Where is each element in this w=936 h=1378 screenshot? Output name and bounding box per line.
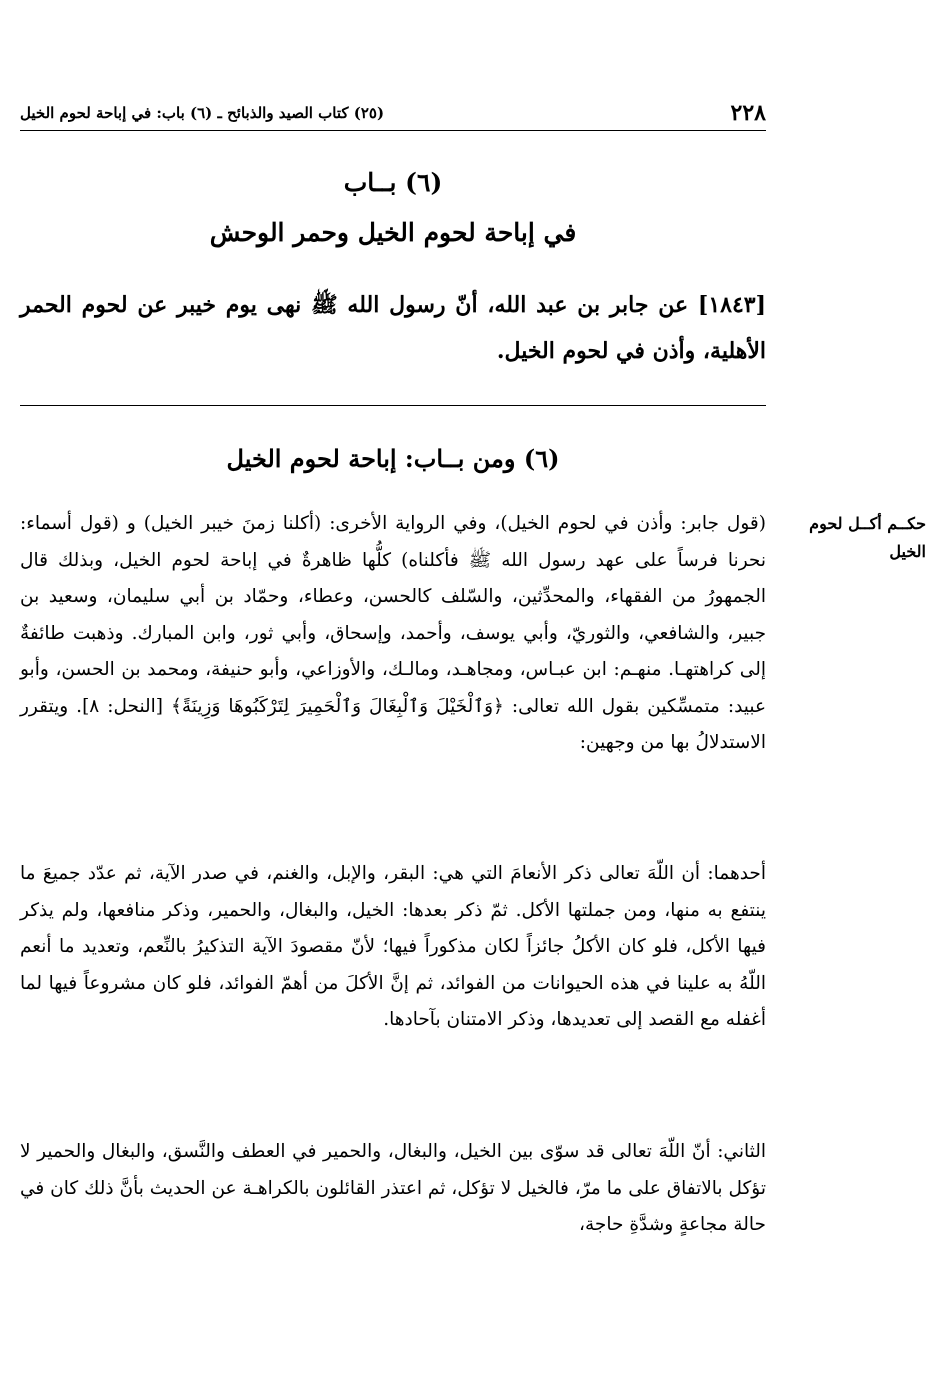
commentary-heading: (٦) ومن بــاب: إباحة لحوم الخيل [226,444,560,473]
running-title: (٢٥) كتاب الصيد والذبائح ـ (٦) باب: في إباحة لحوم الخيل [20,104,385,122]
commentary-paragraph: أحدهما: أن اللّهَ تعالى ذكر الأنعامَ التي هي: البقر، والإبل، والغنم، في صدر الآية، ثم عدّد جميعَ ما ينتفع به منها، ومن جملتها الأكل. ثمّ ذكر بعدها: الخيل، والبغال، والحمير، وذكر منافعها، ولم يذكر فيها الأكل، فلو كان الأكلُ جائزاً لكان مذكوراً فيها؛ لأنّ مقصودَ الآية التذكيرُ بالنِّعم، وتعديد ما أنعم اللّهُ به علينا في هذه الحيوانات من الفوائد، ثم إنَّ الأكلَ من أهمّ الفوائد، فلو كان مشروعاً فيها لما أغفله مع القصد إلى تعديدها، وذكر الامتنان بآحادها. [20,863,766,1030]
separator-rule [20,405,766,406]
page-number: ٢٢٨ [730,100,766,126]
commentary-paragraph: الثاني: أنّ اللّهَ تعالى قد سوّى بين الخيل، والبغال، والحمير في العطف والنَّسق، والبغال والحمير لا تؤكل بالاتفاق على ما مرّ، فالخيل لا تؤكل، ثم اعتذر القائلون بالكراهـة عن الحديث بأنَّ ذلك كان في حالة مجاعةٍ وشدَّةِ حاجة، [20,1141,766,1235]
running-header [20,98,766,128]
header-rule [20,130,766,131]
hadith-text: [١٨٤٣] عن جابر بن عبد الله، أنّ رسول الله ﷺ نهى يوم خيبر عن لحوم الحمر الأهلية، وأذن في لحوم الخيل. [20,292,766,364]
chapter-title: في إباحة لحوم الخيل وحمر الوحش [209,218,577,247]
commentary-paragraph: (قول جابر: وأذن في لحوم الخيل)، وفي الرواية الأخرى: (أكلنا زمنَ خيبر الخيل) و (قول أسماء: نحرنا فرساً على عهد رسول الله ﷺ فأكلناه) كلُّها ظاهرةٌ في إباحة لحوم الخيل، وبذلك قال الجمهورُ من الفقهاء، والمحدِّثين، والسّلف كالحسن، وعطاء، وحمّاد بن أبي سليمان، وسعيد بن جبير، والشافعي، والثوريّ، وأبي يوسف، وأحمد، وإسحاق، وأبي ثور، وابن المبارك. وذهبت طائفةٌ إلى كراهتهـا. منهـم: ابن عبـاس، ومجاهـد، ومالـك، والأوزاعي، وأبو حنيفة، ومحمد بن الحسن، وأبو عبيد: متمسِّكين بقول الله تعالى: ﴿وَٱلْخَيْلَ وَٱلْبِغَالَ وَٱلْحَمِيرَ لِتَرْكَبُوهَا وَزِينَةً﴾ [النحل: ٨]. ويتقرر الاستدلالُ بها من وجهين: [20,513,766,753]
margin-note: حكــم أكــل لحوم الخيل [809,514,926,561]
chapter-number: (٦) بــاب [343,168,443,197]
